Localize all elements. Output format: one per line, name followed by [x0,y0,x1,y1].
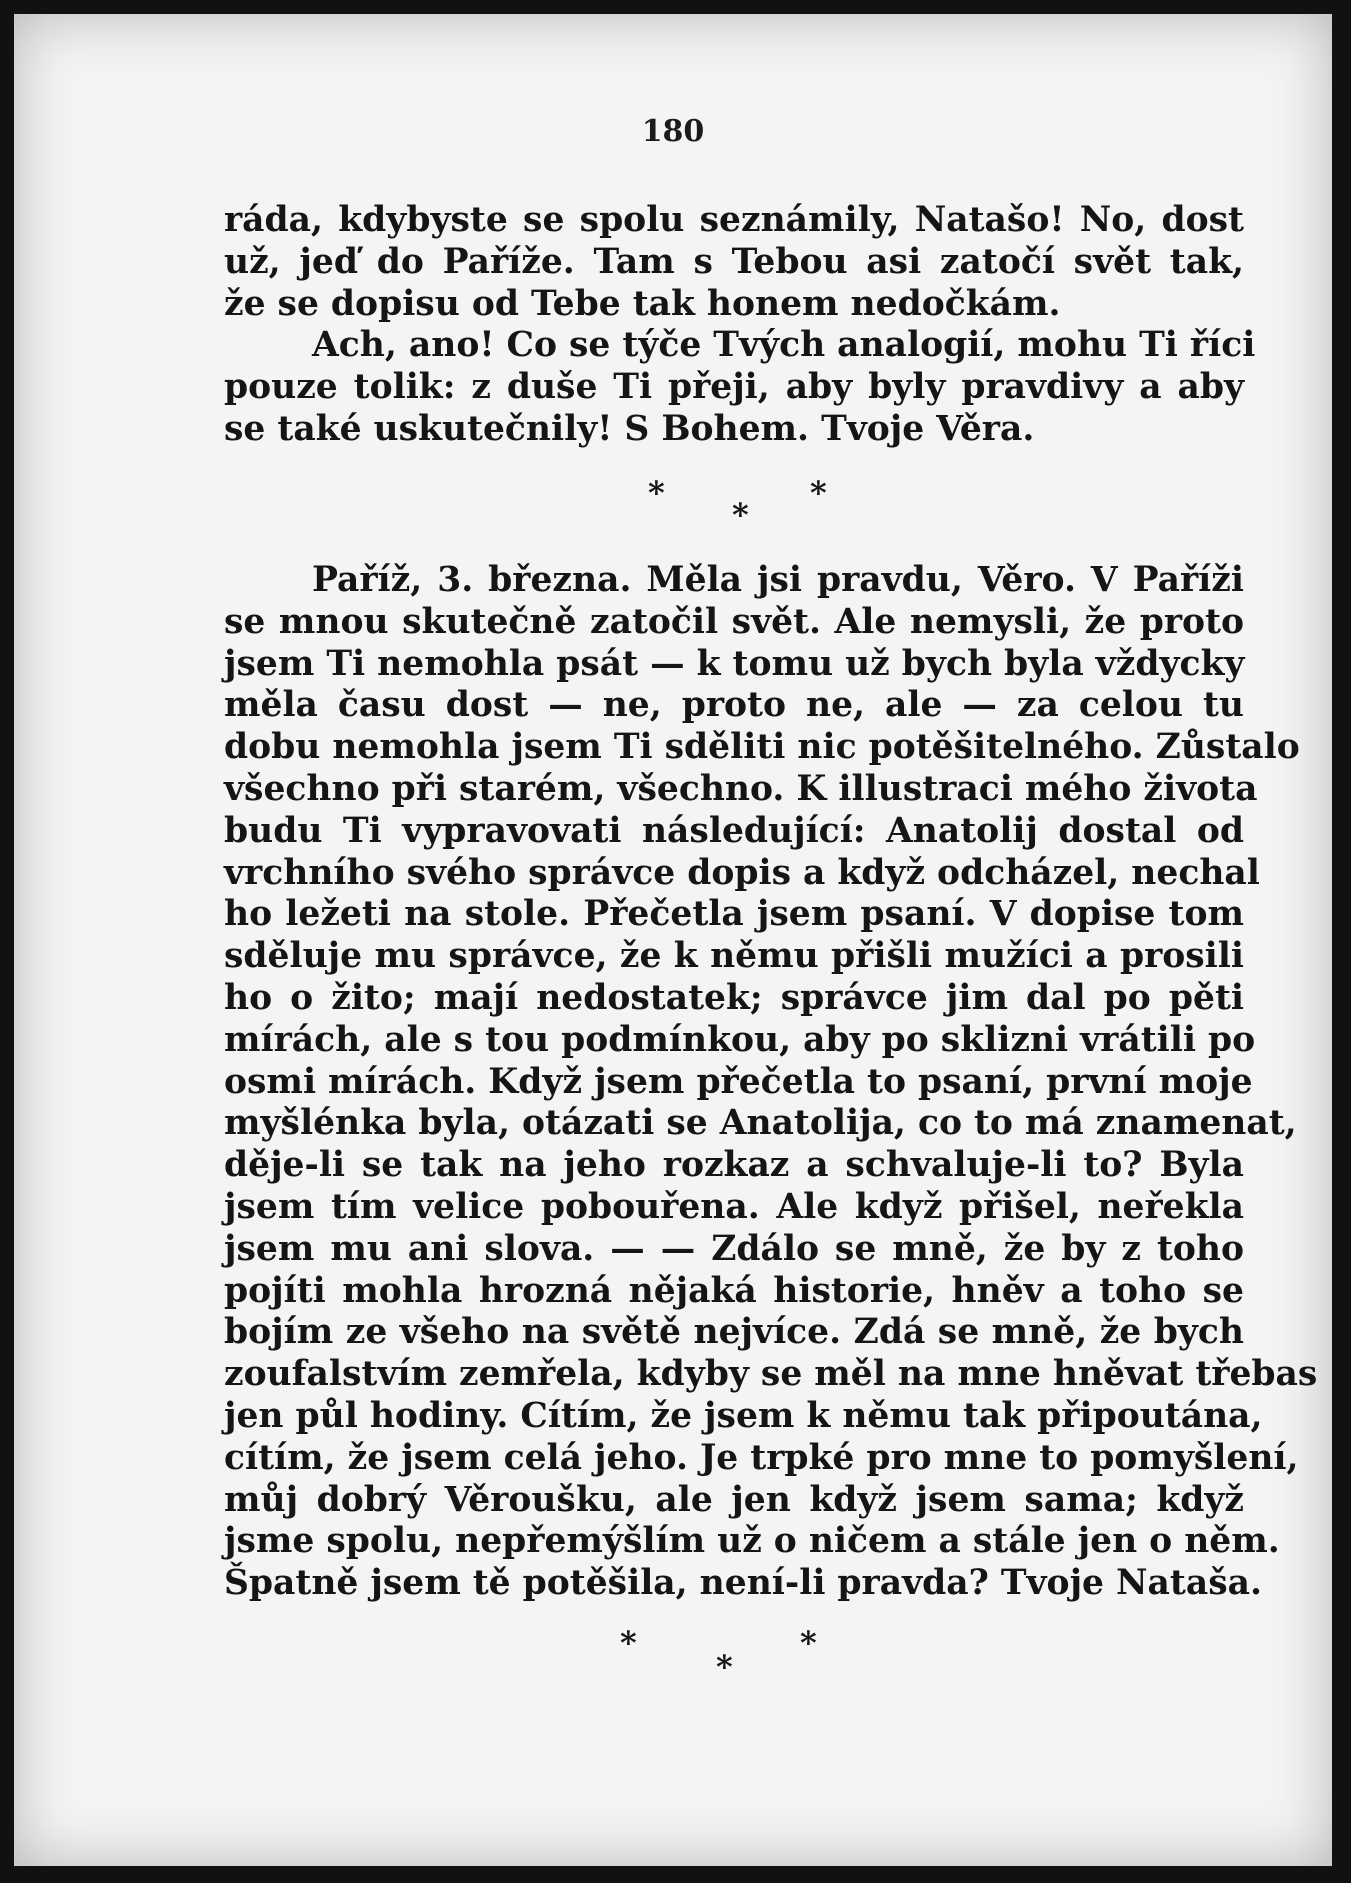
text-line: Ach, ano! Co se týče Tvých analogií, mohu Ti říci [312,325,1256,366]
letter-vera [224,200,1256,451]
separator-asterisk: * [800,1624,817,1662]
text-line: jsem Ti nemohla psát — k tomu už bych byla vždycky [224,643,1245,684]
text-line: cítím, že jsem celá jeho. Je trpké pro mne to pomyšlení, [224,1437,1299,1478]
text-line: myšlénka byla, otázati se Anatolija, co to má znamenat, [224,1103,1297,1144]
book-page [14,14,1332,1866]
text-line: pojíti mohla hrozná nějaká historie, hněv a toho se [224,1270,1244,1311]
text-line: vrchního svého správce dopis a když odcházel, nechal [224,852,1260,893]
separator-asterisk: * [716,1648,733,1686]
text-line: jsem mu ani slova. — — Zdálo se mně, že by z toho [224,1228,1244,1269]
text-line: jen půl hodiny. Cítím, že jsem k němu tak připoutána, [224,1395,1263,1436]
text-line: jsem tím velice pobouřena. Ale když přišel, neřekla [224,1186,1244,1227]
text-line: jsme spolu, nepřemýšlím už o ničem a stále jen o něm. [224,1521,1280,1562]
text-line: měla času dost — ne, proto ne, ale — za celou tu [224,685,1244,726]
text-line: se také uskutečnily! S Bohem. Tvoje Věra. [224,408,1035,449]
text-line: ho o žito; mají nedostatek; správce jim dal po pěti [224,977,1244,1018]
text-line: bojím ze všeho na světě nejvíce. Zdá se mně, že bych [224,1312,1244,1353]
text-line: budu Ti vypravovati následující: Anatolij dostal od [224,810,1244,851]
text-line: můj dobrý Věroušku, ale jen když jsem sama; když [224,1479,1244,1520]
section-separator [14,474,1332,544]
page-number: 180 [641,114,705,149]
text-line: Špatně jsem tě potěšila, není-li pravda? Tvoje Nataša. [224,1563,1262,1604]
separator-asterisk: * [648,474,665,512]
text-line: sděluje mu správce, že k němu přišli mužíci a prosili [224,936,1244,977]
text-line: už, jeď do Paříže. Tam s Tebou asi zatočí svět tak, [224,241,1244,282]
separator-asterisk: * [810,474,827,512]
text-line: zoufalstvím zemřela, kdyby se měl na mne hněvat třebas [224,1354,1318,1395]
letter-natasa [224,560,1318,1605]
text-line: dobu nemohla jsem Ti sděliti nic potěšitelného. Zůstalo [224,727,1300,768]
text-line: ho ležeti na stole. Přečetla jsem psaní. V dopise tom [224,894,1244,935]
text-line: mírách, ale s tou podmínkou, aby po sklizni vrátili po [224,1019,1256,1060]
section-separator [14,1624,1332,1694]
text-line: všechno při starém, všechno. K illustraci mého života [224,768,1258,809]
separator-asterisk: * [732,496,749,534]
text-line: pouze tolik: z duše Ti přeji, aby byly pravdivy a aby [224,367,1244,408]
separator-asterisk: * [620,1624,637,1662]
text-line: ráda, kdybyste se spolu seznámily, Natašo! No, dost [224,200,1244,240]
text-line: že se dopisu od Tebe tak honem nedočkám. [224,283,1061,324]
text-line: osmi mírách. Když jsem přečetla to psaní, první moje [224,1061,1253,1102]
text-line: děje-li se tak na jeho rozkaz a schvaluje-li to? Byla [224,1145,1244,1186]
text-line: Paříž, 3. března. Měla jsi pravdu, Věro. V Paříži [312,560,1244,600]
text-line: se mnou skutečně zatočil svět. Ale nemysli, že proto [224,601,1244,642]
